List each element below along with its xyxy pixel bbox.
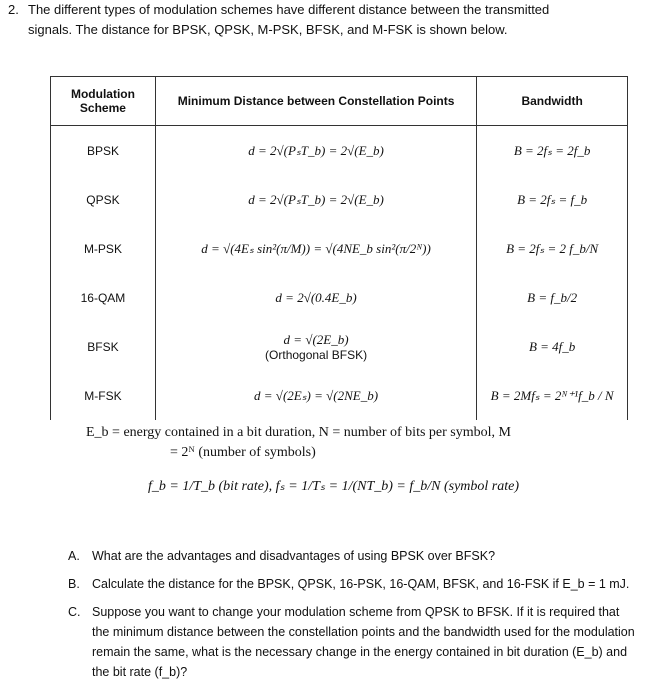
definitions-line-1: E_b = energy contained in a bit duration, N = number of bits per symbol, M: [86, 425, 511, 440]
scheme-cell: BPSK: [51, 126, 156, 176]
sub-questions: [68, 546, 638, 690]
intro-line-2: signals. The distance for BPSK, QPSK, M-PSK, BFSK, and M-FSK is shown below.: [28, 22, 508, 37]
header-bandwidth: Bandwidth: [477, 77, 628, 126]
table-row: [51, 273, 628, 322]
sub-question-b: [68, 574, 638, 594]
table-row: [51, 175, 628, 224]
table-row: [51, 371, 628, 420]
sub-question-letter: B.: [68, 577, 80, 591]
distance-cell: d = √(2Eₛ) = √(2NE_b): [155, 371, 476, 420]
modulation-table: [50, 76, 628, 420]
table-row: [51, 126, 628, 176]
definitions: [86, 423, 646, 463]
question-intro: [8, 0, 638, 40]
distance-cell: d = 2√(PₛT_b) = 2√(E_b): [155, 126, 476, 176]
bandwidth-cell: B = 2fₛ = 2 f_b/N: [477, 224, 628, 273]
sub-question-c: [68, 602, 638, 682]
table-row: [51, 322, 628, 371]
header-minimum-distance: Minimum Distance between Constellation Points: [155, 77, 476, 126]
scheme-cell: QPSK: [51, 175, 156, 224]
bandwidth-cell: B = f_b/2: [477, 273, 628, 322]
sub-question-text: Calculate the distance for the BPSK, QPSK, 16-PSK, 16-QAM, BFSK, and 16-FSK if E_b = 1 mJ.: [92, 577, 630, 591]
distance-formula: d = √(2E_b): [283, 331, 349, 347]
sub-question-letter: A.: [68, 549, 80, 563]
distance-cell: d = √(4Eₛ sin²(π/M)) = √(4NE_b sin²(π/2ᴺ)): [155, 224, 476, 273]
sub-question-text: Suppose you want to change your modulation scheme from QPSK to BFSK. If it is required that the minimum distance between the constellation points and the bandwidth used for the modulation remain the same, what is the necessary change in the energy contained in bit duration (E_b) and the bit rate (f_b)?: [92, 605, 635, 679]
definitions-line-2: = 2ᴺ (number of symbols): [170, 445, 316, 460]
scheme-cell: M-PSK: [51, 224, 156, 273]
scheme-cell: BFSK: [51, 322, 156, 371]
rate-definitions: f_b = 1/T_b (bit rate), fₛ = 1/Tₛ = 1/(NT_b) = f_b/N (symbol rate): [148, 479, 520, 494]
header-modulation-scheme: Modulation Scheme: [51, 77, 156, 126]
table-row: [51, 224, 628, 273]
intro-line-1: The different types of modulation schemes have different distance between the transmitted: [28, 2, 550, 17]
bandwidth-cell: B = 2fₛ = 2f_b: [477, 126, 628, 176]
table-header-row: [51, 77, 628, 126]
sub-question-a: [68, 546, 638, 566]
sub-question-letter: C.: [68, 605, 81, 619]
question-number: 2.: [8, 2, 19, 17]
distance-note: (Orthogonal BFSK): [265, 347, 368, 362]
bandwidth-cell: B = 2fₛ = f_b: [477, 175, 628, 224]
bandwidth-cell: B = 4f_b: [477, 322, 628, 371]
scheme-cell: 16-QAM: [51, 273, 156, 322]
bandwidth-cell: B = 2Mfₛ = 2ᴺ⁺¹f_b / N: [477, 371, 628, 420]
distance-cell: d = 2√(PₛT_b) = 2√(E_b): [155, 175, 476, 224]
scheme-cell: M-FSK: [51, 371, 156, 420]
sub-question-text: What are the advantages and disadvantages of using BPSK over BFSK?: [92, 549, 496, 563]
distance-cell: d = 2√(0.4E_b): [155, 273, 476, 322]
distance-cell: [155, 322, 476, 371]
